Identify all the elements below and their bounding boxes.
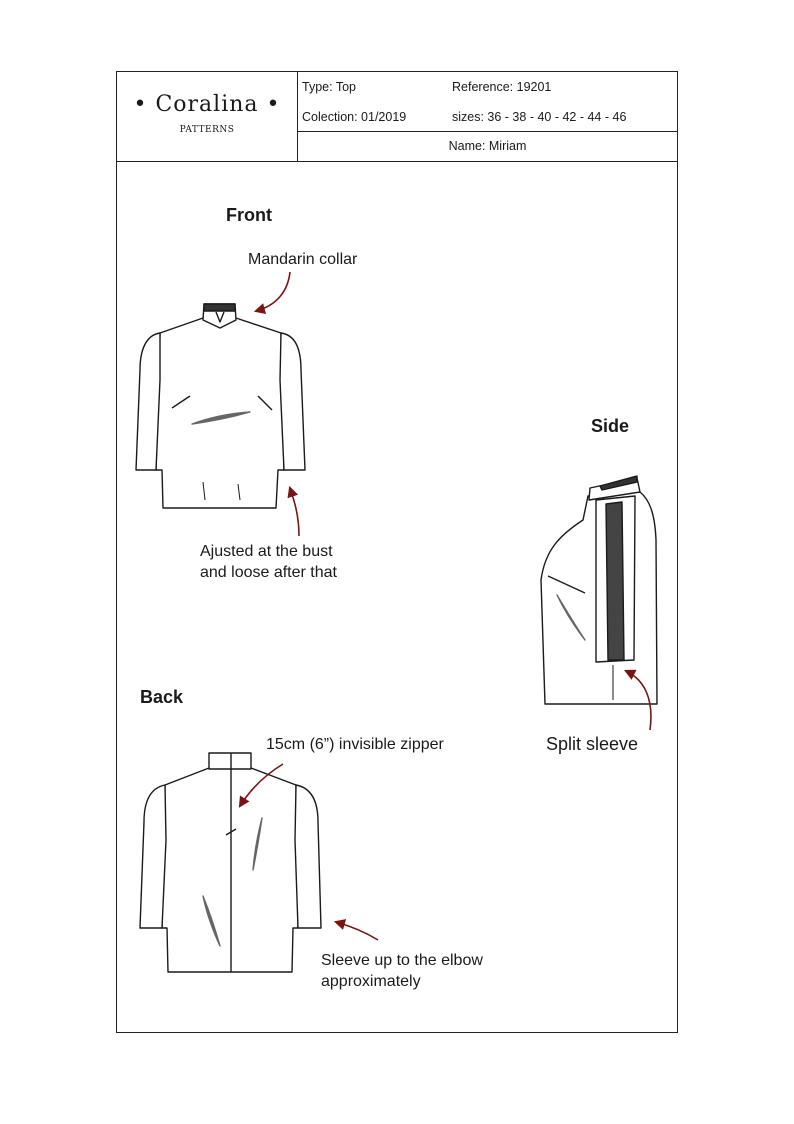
front-view-title: Front xyxy=(226,205,272,225)
bust-annotation-line1: Ajusted at the bust xyxy=(200,543,333,560)
logo-dot-icon: • xyxy=(133,92,156,117)
type-field: Type: Top xyxy=(302,80,356,94)
pattern-name-field: Name: Miriam xyxy=(448,139,527,153)
sleeve-annotation-line2: approximately xyxy=(321,973,421,990)
meta-row-1 xyxy=(298,72,677,102)
brand-name: Coralina xyxy=(155,92,259,117)
sheet-header xyxy=(117,72,677,162)
collar-annotation: Mandarin collar xyxy=(248,251,358,268)
reference-field: Reference: 19201 xyxy=(452,80,552,94)
back-view-title: Back xyxy=(140,687,184,707)
sleeve-annotation-line1: Sleeve up to the elbow xyxy=(321,952,483,969)
logo-dot-icon: • xyxy=(258,92,281,117)
side-view-title: Side xyxy=(591,416,630,436)
meta-row-3 xyxy=(298,132,677,162)
logo-cell xyxy=(117,72,298,161)
meta-row-2 xyxy=(298,102,677,132)
bust-annotation-line2: and loose after that xyxy=(200,564,337,581)
split-sleeve-annotation: Split sleeve xyxy=(546,734,639,754)
brand-subtitle: PATTERNS xyxy=(179,125,235,135)
brand-logo xyxy=(117,92,297,117)
zipper-annotation: 15cm (6”) invisible zipper xyxy=(266,736,444,753)
collection-field: Colection: 01/2019 xyxy=(302,110,407,124)
sizes-field: sizes: 36 - 38 - 40 - 42 - 44 - 46 xyxy=(452,110,627,124)
